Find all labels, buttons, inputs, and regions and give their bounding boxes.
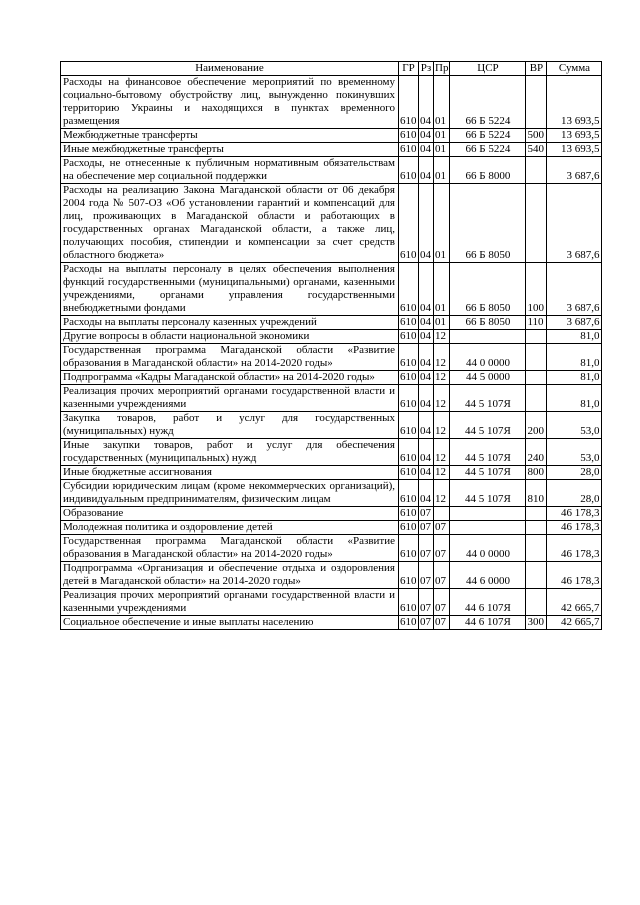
item-pr [434, 507, 450, 521]
item-pr: 07 [434, 616, 450, 630]
item-csr: 44 5 107Я [450, 466, 526, 480]
item-vr: 540 [526, 143, 547, 157]
item-vr [526, 184, 547, 263]
item-csr: 44 0 0000 [450, 535, 526, 562]
item-csr: 66 Б 5224 [450, 143, 526, 157]
item-rz: 04 [419, 439, 434, 466]
item-vr [526, 521, 547, 535]
item-name: Субсидии юридическим лицам (кроме некоммерческих организаций), индивидуальным предпринимателям, физическим лицам [61, 480, 399, 507]
item-pr: 01 [434, 76, 450, 129]
header-sum: Сумма [547, 62, 602, 76]
item-csr: 66 Б 8000 [450, 157, 526, 184]
item-name: Закупка товаров, работ и услуг для государственных (муниципальных) нужд [61, 412, 399, 439]
item-pr: 01 [434, 316, 450, 330]
item-rz: 04 [419, 316, 434, 330]
item-rz: 04 [419, 412, 434, 439]
item-name: Расходы на выплаты персоналу в целях обеспечения выполнения функций государственными (муниципальными) органами, казенными учреждениями, органами управления государственными внебюджетными фондами [61, 263, 399, 316]
item-vr [526, 385, 547, 412]
item-sum: 46 178,3 [547, 521, 602, 535]
item-sum: 3 687,6 [547, 157, 602, 184]
item-name: Иные межбюджетные трансферты [61, 143, 399, 157]
item-rz: 07 [419, 589, 434, 616]
item-csr: 44 0 0000 [450, 344, 526, 371]
item-sum: 13 693,5 [547, 129, 602, 143]
item-vr: 810 [526, 480, 547, 507]
header-csr: ЦСР [450, 62, 526, 76]
item-sum: 53,0 [547, 439, 602, 466]
item-pr: 12 [434, 385, 450, 412]
item-csr: 66 Б 8050 [450, 316, 526, 330]
item-name: Реализация прочих мероприятий органами государственной власти и казенными учреждениями [61, 385, 399, 412]
item-gr: 610 [399, 589, 419, 616]
item-name: Социальное обеспечение и иные выплаты населению [61, 616, 399, 630]
item-csr: 44 6 107Я [450, 616, 526, 630]
item-rz: 04 [419, 184, 434, 263]
item-gr: 610 [400, 316, 417, 328]
item-rz: 07 [419, 562, 434, 589]
item-vr [526, 330, 547, 344]
item-gr: 610 [399, 535, 419, 562]
item-gr: 610 [400, 507, 417, 519]
item-sum: 81,0 [547, 344, 602, 371]
item-vr [526, 344, 547, 371]
item-gr: 610 [399, 412, 419, 439]
item-pr: 01 [434, 184, 450, 263]
item-gr: 610 [399, 344, 419, 371]
item-name: Подпрограмма «Организация и обеспечение отдыха и оздоровления детей в Магаданской области» на 2014-2020 годы» [61, 562, 399, 589]
item-sum: 13 693,5 [547, 143, 602, 157]
header-vr: ВР [526, 62, 547, 76]
table-row [61, 344, 602, 371]
item-pr: 01 [434, 157, 450, 184]
table-row [61, 562, 602, 589]
item-gr: 610 [399, 480, 419, 507]
item-vr [526, 589, 547, 616]
item-sum: 81,0 [547, 330, 602, 344]
table-row [61, 589, 602, 616]
item-name: Иные бюджетные ассигнования [61, 466, 399, 480]
item-gr: 610 [400, 616, 417, 628]
item-sum: 81,0 [547, 385, 602, 412]
item-pr: 01 [434, 263, 450, 316]
item-pr: 07 [434, 589, 450, 616]
table-row [61, 316, 602, 330]
item-pr: 12 [434, 480, 450, 507]
table-row [61, 143, 602, 157]
item-gr: 610 [399, 263, 419, 316]
item-sum: 28,0 [547, 466, 602, 480]
header-pr: Пр [435, 62, 449, 74]
table-row [61, 263, 602, 316]
item-gr: 610 [399, 76, 419, 129]
item-vr: 240 [526, 439, 547, 466]
item-gr: 610 [399, 157, 419, 184]
item-gr: 610 [400, 521, 417, 533]
item-csr: 66 Б 8050 [450, 263, 526, 316]
header-gr: ГР [399, 62, 419, 76]
item-csr: 44 5 107Я [450, 385, 526, 412]
item-rz: 04 [419, 129, 434, 143]
item-gr: 610 [400, 371, 417, 383]
item-pr: 12 [434, 330, 450, 344]
item-csr: 66 Б 8050 [450, 184, 526, 263]
item-gr: 610 [399, 562, 419, 589]
item-rz: 04 [419, 76, 434, 129]
item-csr [450, 507, 526, 521]
item-gr: 610 [399, 385, 419, 412]
table-row [61, 330, 602, 344]
item-name: Расходы на реализацию Закона Магаданской области от 06 декабря 2004 года № 507-ОЗ «Об установлении гарантий и компенсаций для лиц, проживающих в Магаданской области и работающих в государственных органах Магаданской области, а также лиц, получающих пособия, стипендии и компенсации за счет средств областного бюджета» [61, 184, 399, 263]
item-sum: 42 665,7 [547, 589, 602, 616]
item-pr: 12 [434, 344, 450, 371]
table-row [61, 439, 602, 466]
table-row [61, 157, 602, 184]
item-name: Реализация прочих мероприятий органами государственной власти и казенными учреждениями [61, 589, 399, 616]
table-row [61, 507, 602, 521]
item-csr: 44 6 107Я [450, 589, 526, 616]
item-gr: 610 [400, 466, 417, 478]
item-vr [526, 507, 547, 521]
item-csr: 44 5 107Я [450, 439, 526, 466]
item-sum: 53,0 [547, 412, 602, 439]
item-name: Подпрограмма «Кадры Магаданской области» на 2014-2020 годы» [61, 371, 399, 385]
table-row [61, 371, 602, 385]
header-name: Наименование [61, 62, 399, 76]
item-pr: 07 [434, 562, 450, 589]
table-row [61, 129, 602, 143]
item-rz: 04 [419, 344, 434, 371]
item-rz: 04 [419, 263, 434, 316]
item-pr: 12 [434, 412, 450, 439]
item-sum: 28,0 [547, 480, 602, 507]
item-vr: 500 [526, 129, 547, 143]
table-row [61, 535, 602, 562]
item-name: Межбюджетные трансферты [61, 129, 399, 143]
item-rz: 07 [419, 507, 434, 521]
item-vr: 110 [526, 316, 547, 330]
table-row [61, 466, 602, 480]
item-pr: 12 [434, 466, 450, 480]
item-vr: 300 [526, 616, 547, 630]
table-row [61, 184, 602, 263]
table-body [61, 76, 602, 630]
item-pr: 01 [434, 143, 450, 157]
item-csr: 66 Б 5224 [450, 129, 526, 143]
item-sum: 46 178,3 [547, 507, 602, 521]
item-rz: 07 [419, 521, 434, 535]
item-rz: 04 [419, 466, 434, 480]
item-rz: 04 [419, 143, 434, 157]
budget-table [60, 61, 602, 630]
item-csr: 44 5 107Я [450, 412, 526, 439]
item-name: Государственная программа Магаданской области «Развитие образования в Магаданской области» на 2014-2020 годы» [61, 344, 399, 371]
item-name: Образование [61, 507, 399, 521]
header-rz: Рз [419, 62, 434, 76]
item-pr: 01 [434, 129, 450, 143]
item-sum: 46 178,3 [547, 562, 602, 589]
item-name: Расходы, не отнесенные к публичным нормативным обязательствам на обеспечение мер социальной поддержки [61, 157, 399, 184]
table-row [61, 76, 602, 129]
item-pr: 07 [434, 521, 450, 535]
item-vr [526, 76, 547, 129]
item-gr: 610 [399, 184, 419, 263]
item-name: Расходы на финансовое обеспечение мероприятий по временному социально-бытовому обустройству лиц, вынужденно покинувших территорию Украины и находящихся в пунктах временного размещения [61, 76, 399, 129]
item-rz: 04 [419, 371, 434, 385]
item-vr [526, 371, 547, 385]
table-row [61, 385, 602, 412]
table-row [61, 521, 602, 535]
item-csr [450, 330, 526, 344]
table-row [61, 412, 602, 439]
item-csr: 44 5 107Я [450, 480, 526, 507]
item-rz: 04 [419, 157, 434, 184]
item-vr [526, 157, 547, 184]
table-row [61, 480, 602, 507]
item-sum: 42 665,7 [547, 616, 602, 630]
item-rz: 04 [419, 480, 434, 507]
item-sum: 46 178,3 [547, 535, 602, 562]
table-row [61, 616, 602, 630]
item-vr [526, 562, 547, 589]
item-pr: 07 [434, 535, 450, 562]
item-pr: 12 [434, 371, 450, 385]
item-csr: 44 6 0000 [450, 562, 526, 589]
item-gr: 610 [400, 129, 417, 141]
item-vr [526, 535, 547, 562]
item-gr: 610 [399, 439, 419, 466]
item-rz: 04 [419, 385, 434, 412]
item-rz: 07 [419, 616, 434, 630]
item-name: Другие вопросы в области национальной экономики [61, 330, 399, 344]
item-csr: 66 Б 5224 [450, 76, 526, 129]
item-gr: 610 [400, 330, 417, 342]
item-csr: 44 5 0000 [450, 371, 526, 385]
item-rz: 07 [419, 535, 434, 562]
item-vr: 200 [526, 412, 547, 439]
item-pr: 12 [434, 439, 450, 466]
item-name: Расходы на выплаты персоналу казенных учреждений [61, 316, 399, 330]
item-rz: 04 [419, 330, 434, 344]
item-sum: 3 687,6 [547, 184, 602, 263]
item-sum: 81,0 [547, 371, 602, 385]
item-name: Молодежная политика и оздоровление детей [61, 521, 399, 535]
item-name: Иные закупки товаров, работ и услуг для обеспечения государственных (муниципальных) нужд [61, 439, 399, 466]
item-vr: 800 [526, 466, 547, 480]
item-csr [450, 521, 526, 535]
item-sum: 3 687,6 [547, 263, 602, 316]
item-vr: 100 [526, 263, 547, 316]
item-sum: 3 687,6 [547, 316, 602, 330]
item-sum: 13 693,5 [547, 76, 602, 129]
header-row [61, 62, 602, 76]
item-name: Государственная программа Магаданской области «Развитие образования в Магаданской области» на 2014-2020 годы» [61, 535, 399, 562]
item-gr: 610 [400, 143, 417, 155]
